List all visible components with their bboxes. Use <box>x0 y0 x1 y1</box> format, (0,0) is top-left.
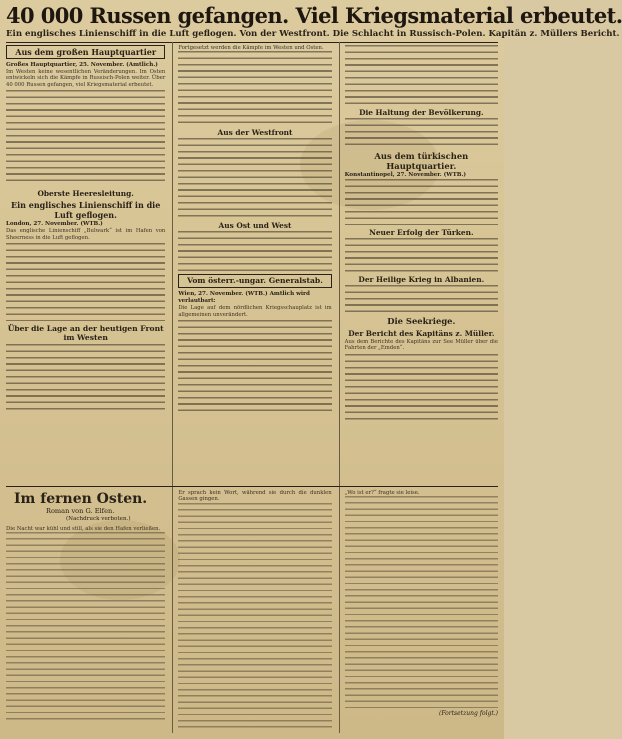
middle-article-body-1 <box>178 51 331 125</box>
main-headline: 40 000 Russen gefangen. Viel Kriegsmaterial erbeutet. <box>6 3 622 28</box>
battleship-article-body <box>6 243 165 321</box>
hq-article-body <box>6 90 165 186</box>
westfront-article-body <box>6 344 165 414</box>
right-article-body-1 <box>345 45 498 105</box>
right-article-body-6 <box>345 354 498 424</box>
hq-box-title: Aus dem großen Hauptquartier <box>6 45 165 59</box>
middle-article-body-2 <box>178 138 331 218</box>
right-article-body-5 <box>345 285 498 313</box>
serial-author: Roman von G. Elfen. <box>46 507 115 515</box>
serial-left-body <box>6 532 165 722</box>
serial-note: (Nachdruck verboten.) <box>66 516 131 522</box>
sub-headline: Ein englisches Linienschiff in die Luft geflogen. Von der Westfront. Die Schlacht in Russisch-Polen. Kapitän z. Müllers Bericht. <box>6 29 620 39</box>
westfront-headline: Über die Lage an der heutigen Front im Westen <box>7 324 164 343</box>
naval-war-title: Die Seekriege. <box>387 316 456 326</box>
turkish-success-title: Neuer Erfolg der Türken. <box>369 228 474 237</box>
battleship-dateline: London, 27. November. (WTB.) <box>6 221 103 228</box>
serial-middle-text: Er sprach kein Wort, während sie durch die dunklen Gassen gingen. <box>178 490 332 503</box>
feuilleton-left <box>6 487 165 733</box>
middle-article-body-4 <box>178 320 331 412</box>
battleship-text: Das englische Linienschiff „Bulwark“ ist im Hafen von Sheerness in die Luft geflogen. <box>6 228 166 241</box>
right-article-body-2 <box>345 118 498 148</box>
hq-lead-text: Im Westen keine wesentlichen Veränderungen. Im Osten entwickeln sich die Kämpfe in Russisch-Polen weiter. Über 40 000 Russen gefangen, viel Kriegsmaterial erbeutet. <box>6 69 166 88</box>
albania-title: Der Heilige Krieg in Albanien. <box>358 275 485 284</box>
austrian-staff-box: Vom österr.-ungar. Generalstab. <box>178 274 331 288</box>
serial-left-text: Die Nacht war kühl und still, als sie den Hafen verließen. <box>6 526 161 532</box>
middle-article-body-3 <box>178 231 331 271</box>
population-subtitle: Die Haltung der Bevölkerung. <box>359 108 484 117</box>
heeresleitung-title: Oberste Heeresleitung. <box>37 189 134 199</box>
right-article-body-3 <box>345 179 498 225</box>
hq-dateline: Großes Hauptquartier, 25. November. (Amtlich.) <box>6 62 158 68</box>
right-article-body-4 <box>345 238 498 272</box>
serial-middle-body <box>178 503 331 731</box>
ost-west-section-title: Aus Ost und West <box>218 221 292 231</box>
austrian-staff-dateline: Wien, 27. November. (WTB.) Amtlich wird verlautbart: <box>178 291 310 305</box>
westfront-section-title: Aus der Westfront <box>217 128 293 138</box>
feuilleton-section <box>6 486 498 733</box>
serial-right-body <box>345 496 498 708</box>
mueller-report-text: Aus dem Berichte des Kapitäns zur See Müller über die Fahrten der „Emden“. <box>344 339 498 352</box>
turkish-hq-dateline: Konstantinopel, 27. November. (WTB.) <box>344 172 467 178</box>
battleship-headline: Ein englisches Linienschiff in die Luft geflogen. <box>11 200 161 220</box>
serial-continuation: (Fortsetzung folgt.) <box>438 710 498 718</box>
middle-intro-text: Fortgesetzt werden die Kämpfe im Westen und Osten. <box>178 45 324 51</box>
turkish-hq-title: Aus dem türkischen Hauptquartier. <box>374 151 469 171</box>
feuilleton-right <box>339 487 498 733</box>
feuilleton-middle <box>172 487 331 733</box>
mueller-report-title: Der Bericht des Kapitäns z. Müller. <box>348 329 495 338</box>
serial-title: Im fernen Osten. <box>14 491 148 507</box>
austrian-staff-text: Die Lage auf dem nördlichen Kriegsschauplatz ist im allgemeinen unverändert. <box>178 305 332 318</box>
serial-right-text: „Wo ist er?“ fragte sie leise. <box>344 490 420 496</box>
